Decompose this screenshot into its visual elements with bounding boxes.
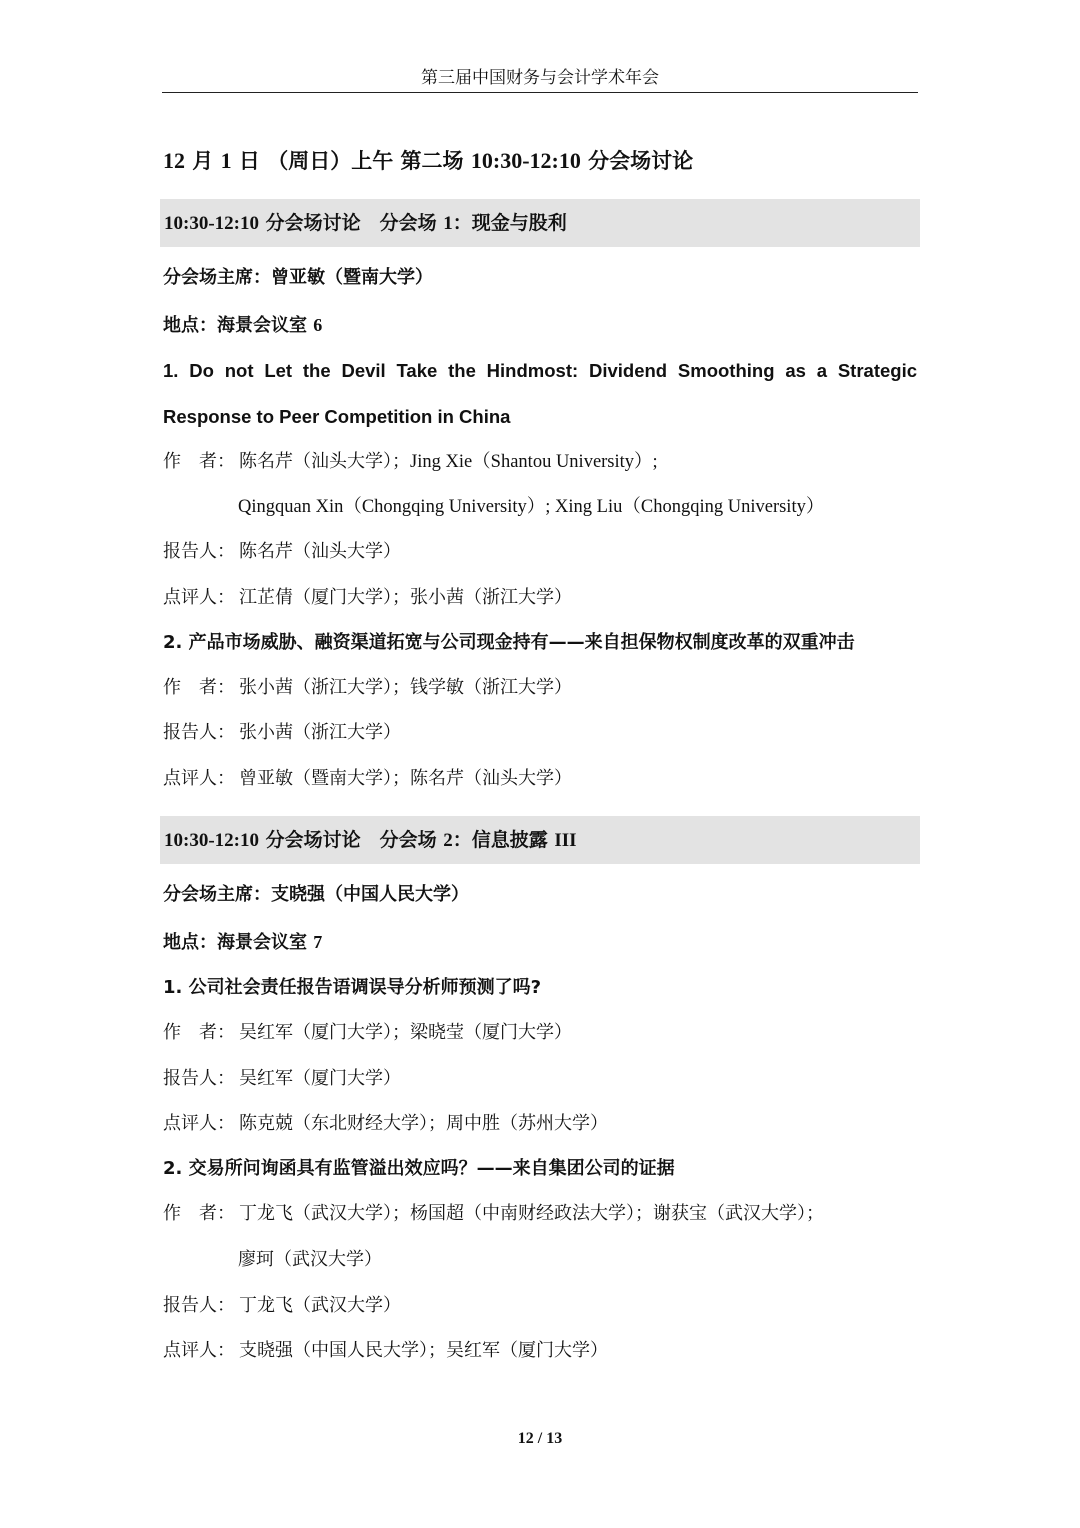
paper-title: 2. 产品市场威胁、融资渠道拓宽与公司现金持有——来自担保物权制度改革的双重冲击 [163, 632, 855, 653]
session-number: 2 [443, 830, 453, 851]
session-2-bar [160, 816, 920, 864]
paper-title: 1. 公司社会责任报告语调误导分析师预测了吗? [163, 977, 542, 998]
paper-reporter [163, 1291, 401, 1321]
paper-reporter [163, 1064, 401, 1094]
session-label: 分会场讨论 分会场 [258, 829, 444, 851]
reporter-label: 报告人： [163, 722, 235, 743]
location-number: 7 [313, 932, 323, 952]
authors-text: 丁龙飞（武汉大学）；杨国超（中南财经政法大学）；谢获宝（武汉大学）； [239, 1203, 824, 1224]
session-2-chair: 分会场主席：支晓强（中国人民大学） [163, 884, 469, 905]
authors-label: 作 者： [163, 451, 235, 472]
authors-text: 陈名芹（汕头大学）； [239, 451, 410, 472]
paper-authors [163, 673, 572, 703]
reporter-label: 报告人： [163, 1295, 235, 1316]
paper-reporter [163, 718, 401, 748]
paper-title-continued: Response to Peer Competition in China [163, 406, 511, 427]
discussant-text: 陈克兢（东北财经大学）；周中胜（苏州大学） [239, 1113, 608, 1134]
reporter-label: 报告人： [163, 1068, 235, 1089]
paper-discussant [163, 1109, 608, 1139]
discussant-text: 支晓强（中国人民大学）；吴红军（厦门大学） [239, 1340, 608, 1361]
page-title [163, 144, 693, 178]
discussant-label: 点评人： [163, 768, 235, 789]
paper-discussant [163, 764, 572, 794]
authors-label: 作 者： [163, 677, 235, 698]
session-1-bar [160, 199, 920, 247]
page-number [0, 1426, 1080, 1452]
authors-text: 张小茜（浙江大学）；钱学敏（浙江大学） [239, 677, 572, 698]
discussant-label: 点评人： [163, 587, 235, 608]
reporter-label: 报告人： [163, 541, 235, 562]
paper-title: 2. 交易所问询函具有监管溢出效应吗？——来自集团公司的证据 [163, 1158, 675, 1179]
title-month: 12 [163, 148, 185, 173]
page-header: 第三届中国财务与会计学术年会 [162, 64, 918, 93]
paper-authors [163, 447, 658, 477]
session-1-location [163, 310, 322, 341]
page-separator: / [533, 1430, 547, 1447]
paper-authors [163, 1199, 824, 1229]
authors-label: 作 者： [163, 1203, 235, 1224]
location-label: 地点：海景会议室 [163, 315, 314, 336]
session-time: 10:30-12:10 [164, 830, 259, 851]
paper-discussant [163, 1336, 608, 1366]
title-part: 月 [185, 149, 221, 173]
current-page: 12 [517, 1430, 534, 1447]
reporter-text: 张小茜（浙江大学） [239, 722, 401, 743]
paper-authors-continued: 廖珂（武汉大学） [238, 1249, 382, 1270]
session-time: 10:30-12:10 [164, 213, 259, 234]
paper-discussant [163, 583, 572, 613]
reporter-text: 丁龙飞（武汉大学） [239, 1295, 401, 1316]
session-number: 1 [443, 213, 453, 234]
title-day: 1 [220, 148, 232, 173]
paper-title: 1. Do not Let the Devil Take the Hindmost: Dividend Smoothing as a Strategic [163, 360, 917, 381]
discussant-label: 点评人： [163, 1113, 235, 1134]
paper-authors [163, 1018, 572, 1048]
discussant-text: 江芷倩（厦门大学）；张小茜（浙江大学） [239, 587, 572, 608]
reporter-text: 陈名芹（汕头大学） [239, 541, 401, 562]
paper-reporter [163, 537, 401, 567]
session-topic: ：信息披露 [452, 829, 555, 851]
location-number: 6 [313, 315, 323, 335]
title-time: 10:30-12:10 [470, 148, 581, 173]
session-2-location [163, 927, 322, 958]
discussant-text: 曾亚敏（暨南大学）；陈名芹（汕头大学） [239, 768, 572, 789]
location-label: 地点：海景会议室 [163, 932, 314, 953]
session-1-chair: 分会场主席：曾亚敏（暨南大学） [163, 267, 433, 288]
title-part: 日 （周日）上午 第二场 [231, 149, 471, 173]
session-label: 分会场讨论 分会场 [258, 212, 444, 234]
total-pages: 13 [546, 1430, 563, 1447]
authors-text: 吴红军（厦门大学）；梁晓莹（厦门大学） [239, 1022, 572, 1043]
title-part: 分会场讨论 [580, 149, 694, 173]
authors-label: 作 者： [163, 1022, 235, 1043]
reporter-text: 吴红军（厦门大学） [239, 1068, 401, 1089]
paper-authors-continued: Qingquan Xin（Chongqing University）; Xing Liu（Chongqing University） [238, 497, 825, 517]
authors-text-en: Jing Xie（Shantou University）; [410, 452, 658, 472]
session-topic-numeral: III [554, 830, 577, 851]
discussant-label: 点评人： [163, 1340, 235, 1361]
session-topic: ：现金与股利 [452, 212, 567, 234]
